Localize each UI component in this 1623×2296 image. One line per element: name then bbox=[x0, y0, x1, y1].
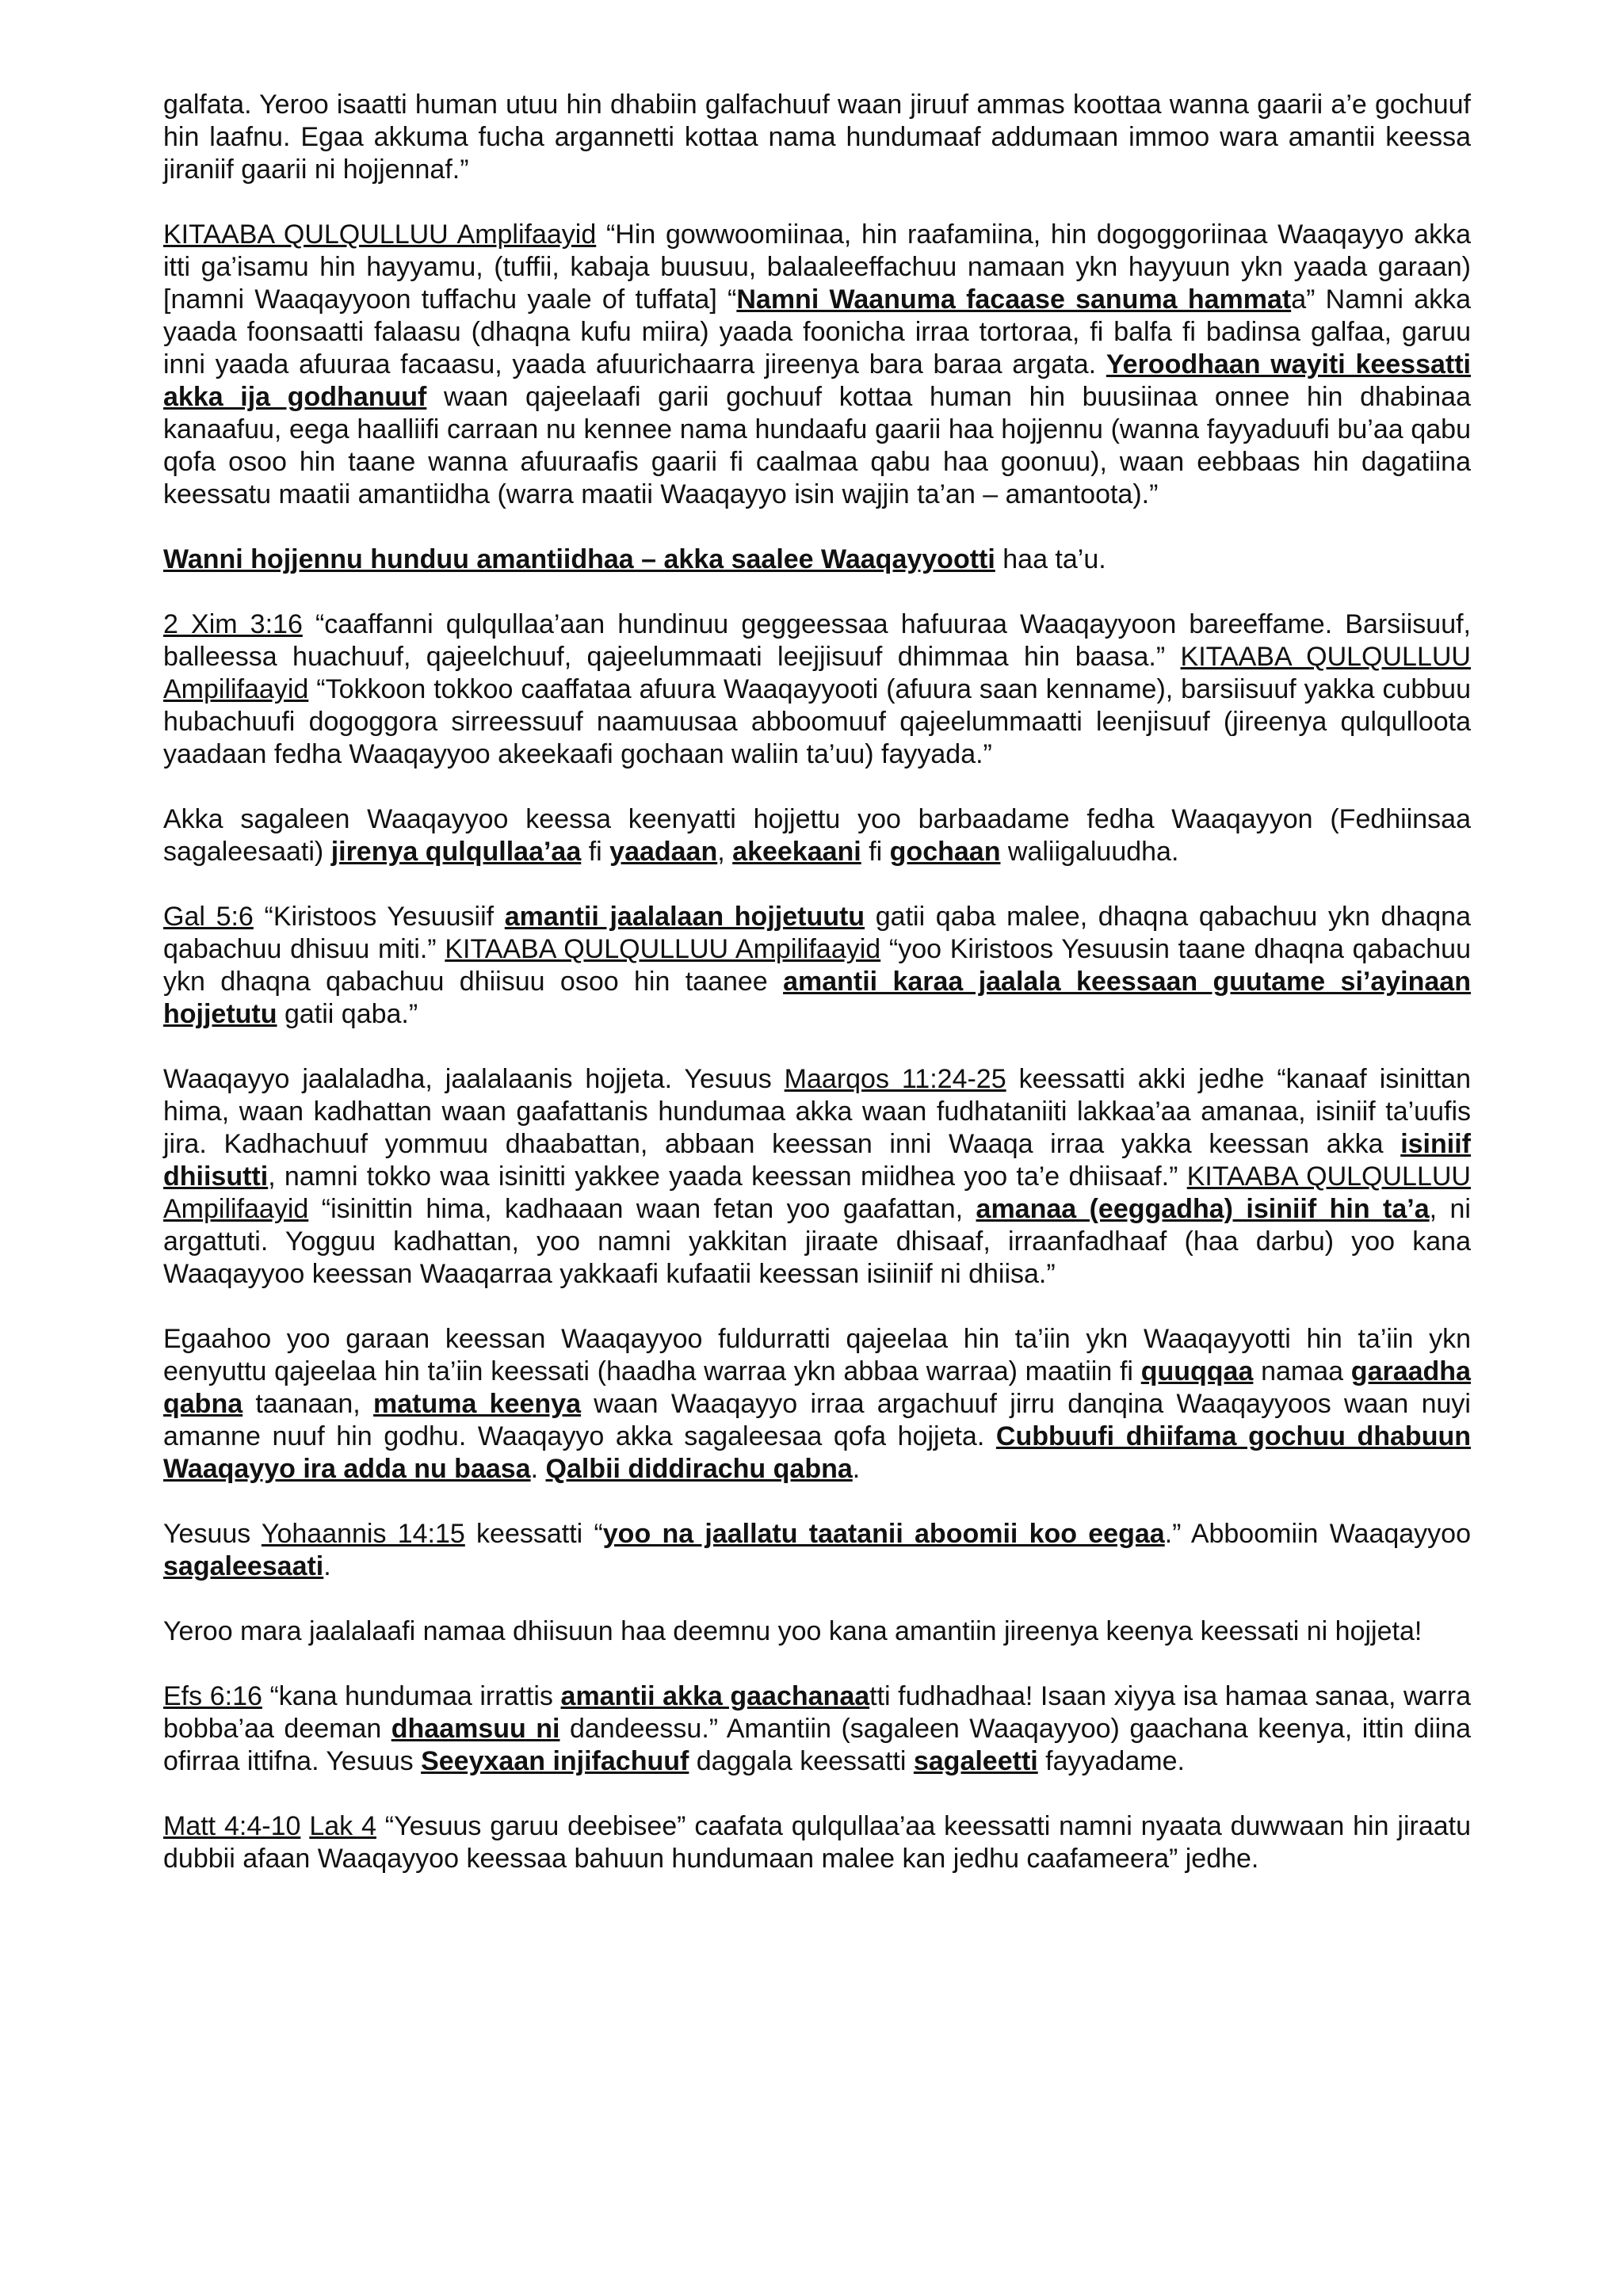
scripture-reference: KITAABA QULQULLUU Ampilifaayid bbox=[163, 1161, 1471, 1224]
body-text: , bbox=[717, 837, 733, 867]
emphasized-text: amantii akka gaachanaa bbox=[560, 1681, 870, 1711]
emphasized-text: Namni Waanuma facaase sanuma hammat bbox=[736, 284, 1292, 315]
emphasized-text: amantii jaalalaan hojjetuutu bbox=[504, 902, 865, 932]
body-text: galfata. Yeroo isaatti human utuu hin dhabiin galfachuuf waan jiruuf ammas koottaa wanna gaarii a’e gochuuf hin laafnu. Egaa akkuma fucha argannetti kottaa nama hundumaaf addumaan immoo wara amantii keessa jiraniif gaarii ni hojjennaf.” bbox=[163, 90, 1471, 185]
paragraph-3 bbox=[163, 543, 1471, 576]
body-text: haa ta’u. bbox=[995, 544, 1106, 574]
body-text: . bbox=[852, 1454, 861, 1484]
body-text: “Yesuus garuu deebisee” caafata qulqullaa’aa keessatti namni nyaata duwwaan hin jiraatu dubbii afaan Waaqayyoo keessaa bahuun hundumaan malee kan jedhu caafameera” jedhe. bbox=[163, 1811, 1471, 1874]
scripture-reference: Gal 5:6 bbox=[163, 902, 254, 932]
emphasized-text: yoo na jaallatu taatanii aboomii koo eegaa bbox=[602, 1519, 1165, 1549]
body-text: fi bbox=[861, 837, 890, 867]
body-text: gatii qaba malee, dhaqna qabachuu ykn dhaqna qabachuu dhisuu miti.” bbox=[163, 902, 1471, 964]
scripture-reference: KITAABA QULQULLUU Ampilifaayid bbox=[163, 642, 1471, 704]
body-text: “Hin gowwoomiinaa, hin raafamiina, hin dogoggoriinaa Waaqayyo akka itti ga’isamu hin hayyamu, (tuffii, kabaja buusuu, balaaleeffachuu namaan ykn hayyuun ykn yaada garaan) [namni Waaqayyoon tuffachu yaale of tuffata] “ bbox=[163, 219, 1471, 315]
body-text: gatii qaba.” bbox=[277, 999, 418, 1029]
paragraph-7 bbox=[163, 1063, 1471, 1291]
body-text: daggala keessatti bbox=[689, 1746, 914, 1776]
scripture-reference: KITAABA QULQULLUU Ampilifaayid bbox=[445, 934, 881, 964]
paragraph-9 bbox=[163, 1518, 1471, 1583]
paragraph-11 bbox=[163, 1680, 1471, 1778]
body-text: Waaqayyo jaalaladha, jaalalaanis hojjeta. Yesuus bbox=[163, 1064, 785, 1094]
scripture-reference: KITAABA QULQULLUU Amplifaayid bbox=[163, 219, 597, 250]
body-text: fayyadame. bbox=[1037, 1746, 1185, 1776]
body-text: “Tokkoon tokkoo caaffataa afuura Waaqayyooti (afuura saan kenname), barsiisuuf yakka cubbuu hubachuufi dogoggora sirreessuuf naamuusaa abboomuuf qajeelummaatti leenjisuuf (jireenya qulqulloota yaadaan fedha Waaqayyoo akeekaafi gochaan waliin ta’uu) fayyada.” bbox=[163, 674, 1471, 769]
body-text: , ni argattuti. Yogguu kadhattan, yoo namni yakkitan jiraate dhisaaf, irraanfadhaaf (haa darbu) yoo kana Waaqayyoo keessan Waaqarraa yakkaafi kufaatii keessan isiiniif ni dhiisa.” bbox=[163, 1194, 1471, 1289]
paragraph-2 bbox=[163, 219, 1471, 511]
emphasized-text: dhaamsuu ni bbox=[391, 1714, 560, 1744]
emphasized-text: yaadaan bbox=[609, 837, 718, 867]
scripture-reference: Maarqos 11:24-25 bbox=[784, 1064, 1006, 1094]
body-text: Akka sagaleen Waaqayyoo keessa keenyatti hojjettu yoo barbaadame fedha Waaqayyon (Fedhiinsaa sagaleesaati) bbox=[163, 804, 1471, 867]
body-text: waliigaluudha. bbox=[1000, 837, 1179, 867]
emphasized-text: matuma keenya bbox=[373, 1389, 581, 1419]
scripture-reference: Yohaannis 14:15 bbox=[261, 1519, 465, 1549]
emphasized-text: sagaleesaati bbox=[163, 1551, 324, 1581]
body-text: , namni tokko waa isinitti yakkee yaada keessan miidhea yoo ta’e dhiisaaf.” bbox=[268, 1161, 1187, 1192]
body-text: Yeroo mara jaalalaafi namaa dhiisuun haa deemnu yoo kana amantiin jireenya keenya keessati ni hojjeta! bbox=[163, 1616, 1423, 1646]
body-text: “Kiristoos Yesuusiif bbox=[253, 902, 505, 932]
scripture-reference: Matt 4:4-10 bbox=[163, 1811, 301, 1841]
body-text: Yesuus bbox=[163, 1519, 262, 1549]
paragraph-4 bbox=[163, 608, 1471, 771]
body-text: waan qajeelaafi garii gochuuf kottaa human hin buusiinaa onnee hin dhabinaa kanaafuu, eega haalliifi carraan nu kennee nama hundaafu gaarii haa hojjennu (wanna fayyaduufi bu’aa qabu qofa osoo hin taane wanna afuuraafis gaarii fi caalmaa qabu haa goonuu), waan eebbaas hin dagatiina keessatu maatii amantiidha (warra maatii Waaqayyo isin wajjin ta’an – amantoota).” bbox=[163, 382, 1471, 509]
body-text: tti fudhadhaa! Isaan xiyya isa hamaa sanaa, warra bobba’aa deeman bbox=[163, 1681, 1472, 1744]
emphasized-text: quuqqaa bbox=[1140, 1356, 1254, 1386]
emphasized-text: amantii karaa jaalala keessaan guutame si’ayinaan hojjetutu bbox=[163, 967, 1471, 1029]
paragraph-8 bbox=[163, 1323, 1471, 1486]
emphasized-text: akeekaani bbox=[732, 837, 861, 867]
paragraph-12 bbox=[163, 1810, 1471, 1875]
body-text: . bbox=[530, 1454, 546, 1484]
body-text: keessatti akki jedhe “kanaaf isinittan hima, waan kadhattan waan gaafattanis hundumaa akka waan fudhataniiti lakkaa’aa amanaa, isiniif ta’uufis jira. Kadhachuuf yommuu dhaabattan, abbaan keessan inni Waaqa irraa yakka keessan akka bbox=[163, 1064, 1471, 1159]
emphasized-text: Cubbuufi dhiifama gochuu dhabuun Waaqayyo ira adda nu baasa bbox=[163, 1421, 1471, 1484]
emphasized-text: amanaa (eeggadha) isiniif hin ta’a bbox=[976, 1194, 1430, 1224]
body-text: “yoo Kiristoos Yesuusin taane dhaqna qabachuu ykn dhaqna qabachuu dhiisuu osoo hin taanee bbox=[163, 934, 1471, 997]
body-text: . bbox=[323, 1551, 331, 1581]
emphasized-text: garaadha qabna bbox=[163, 1356, 1471, 1419]
emphasized-text: jirenya qulqullaa’aa bbox=[330, 837, 582, 867]
body-text: “caaffanni qulqullaa’aan hundinuu geggeessaa hafuuraa Waaqayyoon bareeffame. Barsiisuuf, balleessa huachuuf, qajeelchuuf, qajeelummaati leejjisuuf dhimmaa hin baasa.” bbox=[163, 609, 1471, 672]
document-page bbox=[163, 89, 1471, 1908]
paragraph-1 bbox=[163, 89, 1471, 186]
paragraph-5 bbox=[163, 803, 1471, 868]
body-text: dandeessu.” Amantiin (sagaleen Waaqayyoo) gaachana keenya, ittin diina ofirraa ittifna. Yesuus bbox=[163, 1714, 1471, 1776]
body-text: taanaan, bbox=[242, 1389, 374, 1419]
body-text: “isinittin hima, kadhaaan waan fetan yoo gaafattan, bbox=[308, 1194, 976, 1224]
body-text bbox=[300, 1811, 309, 1841]
paragraph-10 bbox=[163, 1615, 1471, 1648]
body-text: Egaahoo yoo garaan keessan Waaqayyoo fuldurratti qajeelaa hin ta’iin ykn Waaqayyotti hin ta’iin ykn eenyuttu qajeelaa hin ta’iin keessati (haadha warraa ykn abbaa warraa) maatiin fi bbox=[163, 1324, 1471, 1386]
body-text: “kana hundumaa irrattis bbox=[262, 1681, 561, 1711]
body-text: namaa bbox=[1253, 1356, 1351, 1386]
body-text: a” Namni akka yaada foonsaatti falaasu (dhaqna kufu miira) yaada foonicha irraa tortoraa, fi balfa fi badinsa galfaa, garuu inni yaada afuuraa facaasu, yaada afuurichaarra jireenya bara baraa argata. bbox=[163, 284, 1471, 379]
emphasized-text: Yeroodhaan wayiti keessatti akka ija godhanuuf bbox=[163, 349, 1471, 412]
emphasized-text: Wanni hojjennu hunduu amantiidhaa – akka saalee Waaqayyootti bbox=[163, 544, 995, 574]
emphasized-text: gochaan bbox=[889, 837, 1001, 867]
emphasized-text: sagaleetti bbox=[913, 1746, 1038, 1776]
emphasized-text: Seeyxaan injifachuuf bbox=[421, 1746, 689, 1776]
body-text: fi bbox=[581, 837, 610, 867]
paragraph-6 bbox=[163, 901, 1471, 1031]
scripture-reference: Efs 6:16 bbox=[163, 1681, 262, 1711]
emphasized-text: isiniif dhiisutti bbox=[163, 1129, 1471, 1192]
body-text: waan Waaqayyo irraa argachuuf jirru danqina Waaqayyoos waan nuyi amanne nuuf hin godhu. Waaqayyo akka sagaleesaa qofa hojjeta. bbox=[163, 1389, 1471, 1451]
scripture-reference: Lak 4 bbox=[309, 1811, 376, 1841]
body-text: keessatti “ bbox=[464, 1519, 603, 1549]
scripture-reference: 2 Xim 3:16 bbox=[163, 609, 303, 639]
emphasized-text: Qalbii diddirachu qabna bbox=[545, 1454, 853, 1484]
body-text: .” Abboomiin Waaqayyoo bbox=[1164, 1519, 1471, 1549]
